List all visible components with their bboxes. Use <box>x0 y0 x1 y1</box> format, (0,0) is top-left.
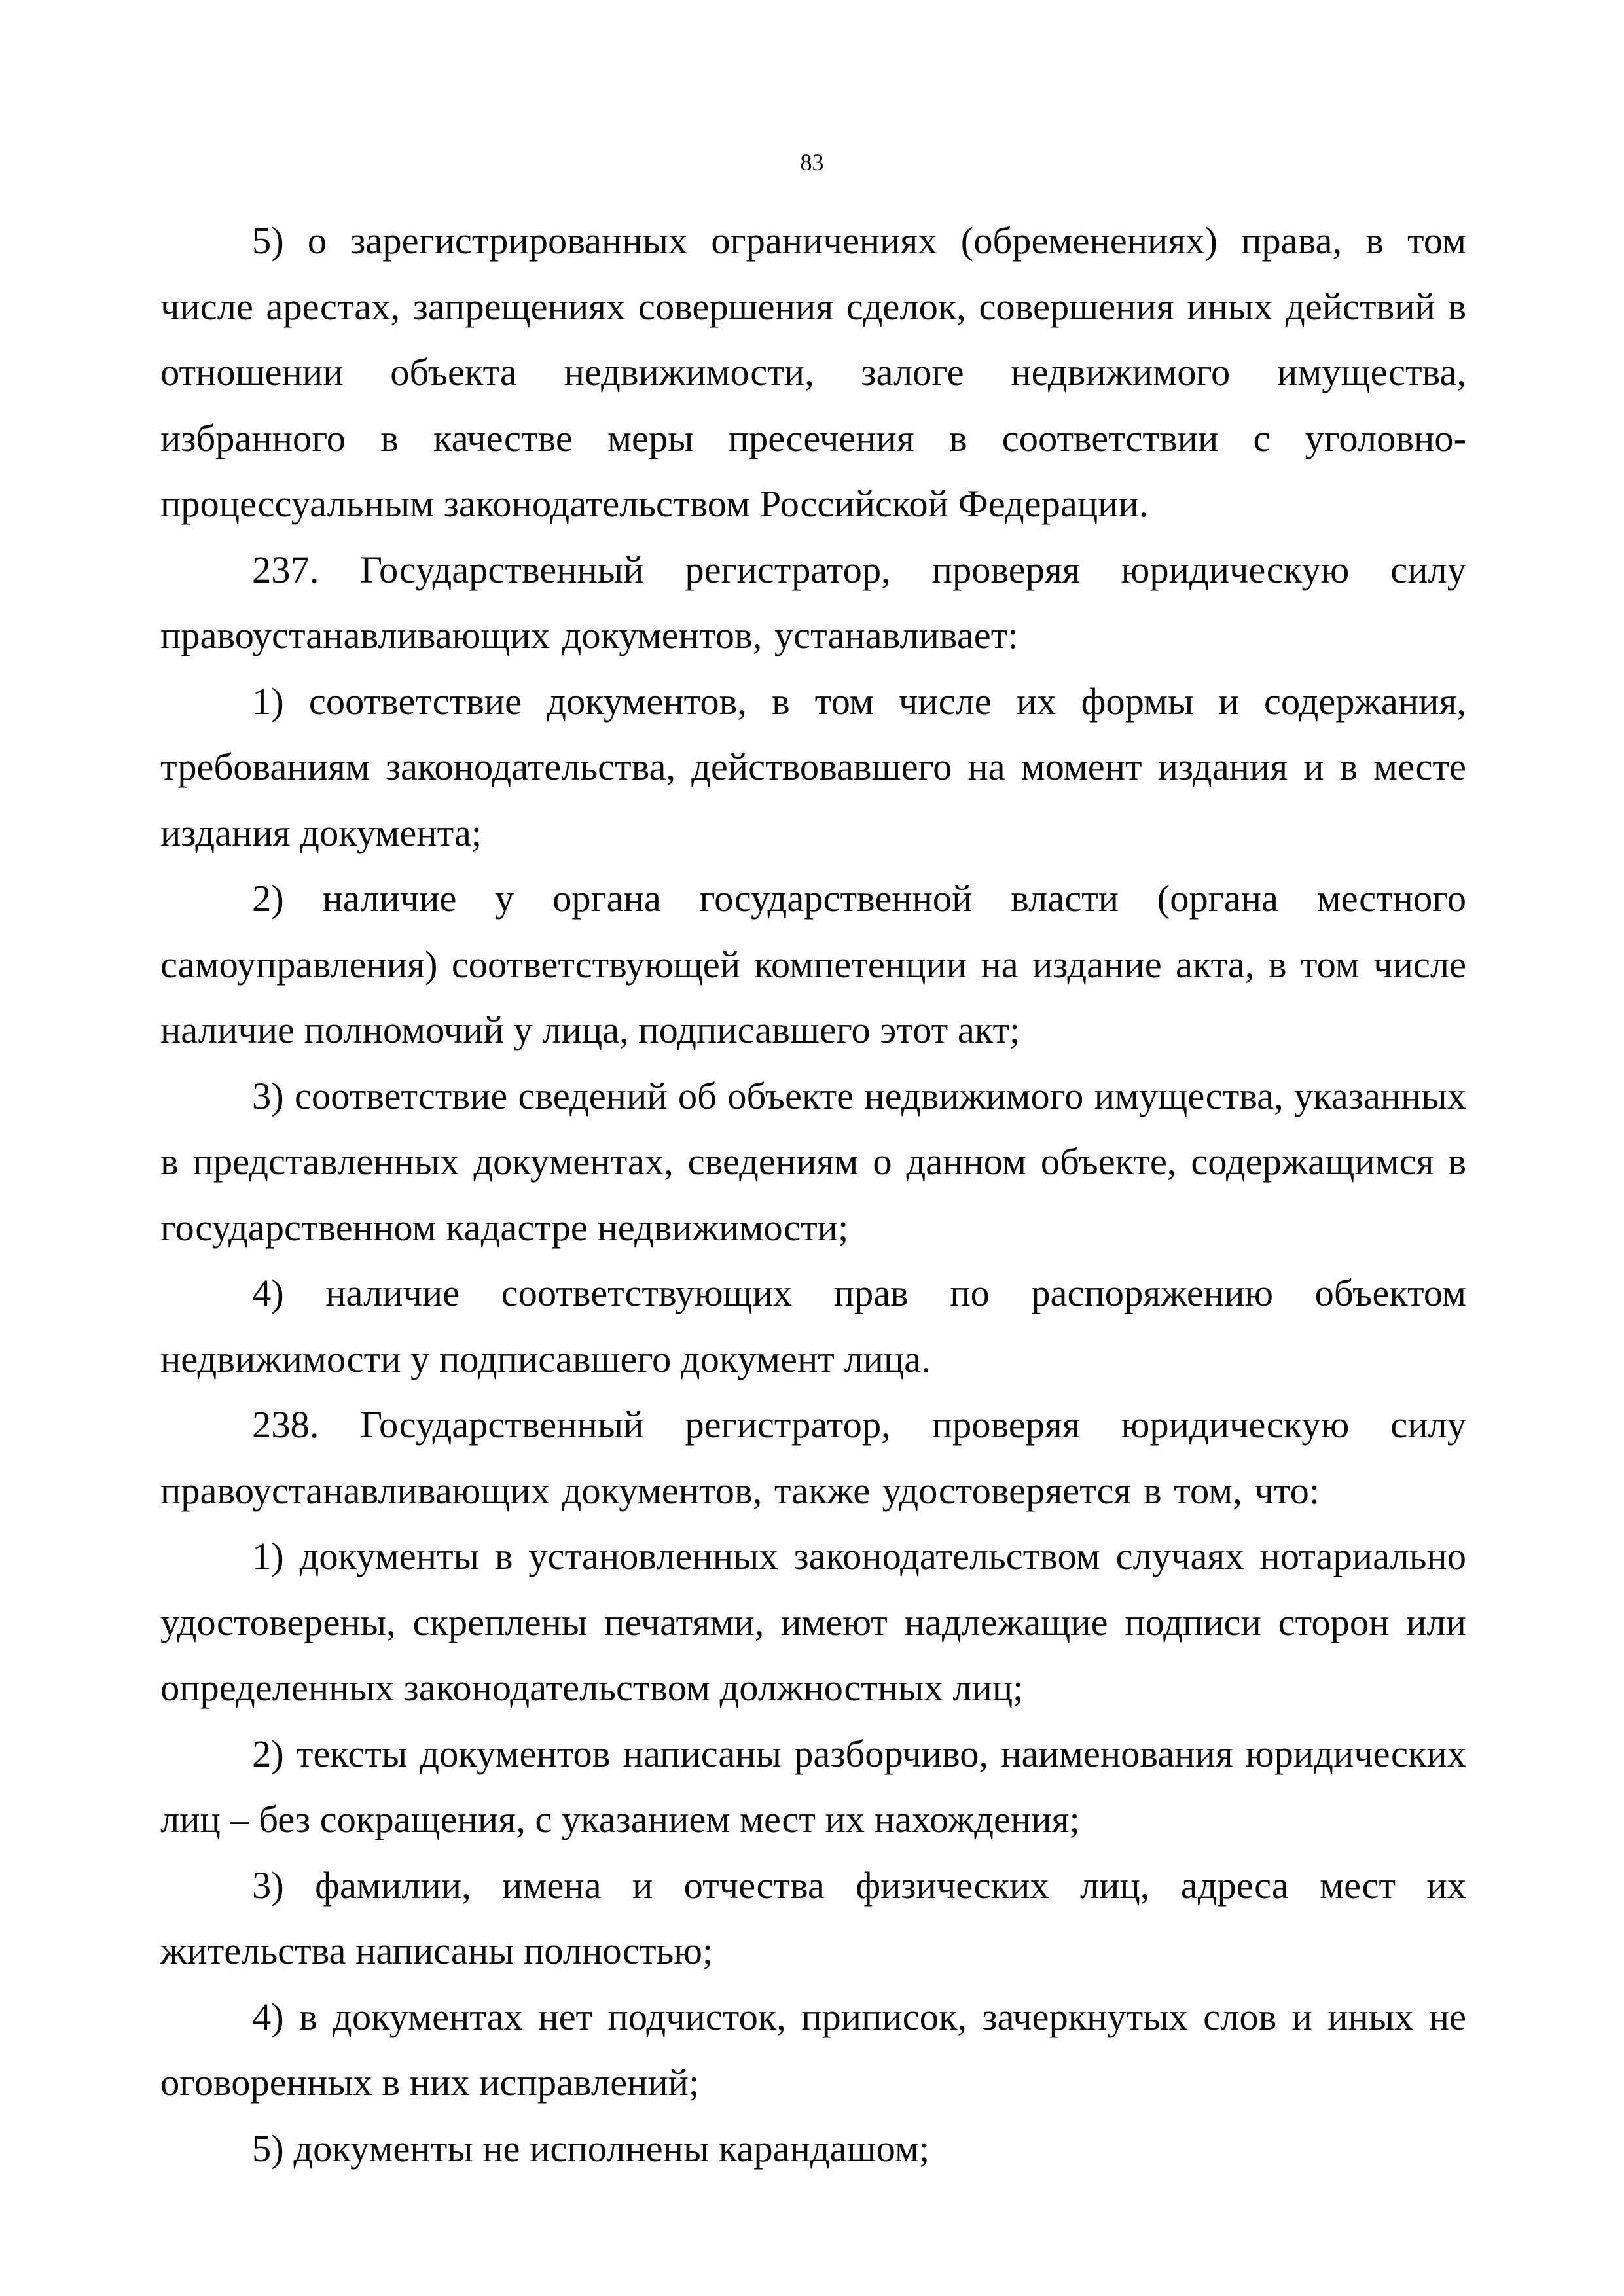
document-body <box>160 208 1466 2181</box>
paragraph-238-item-5: 5) документы не исполнены карандашом; <box>252 2126 930 2170</box>
paragraph-238-item-4: 4) в документах нет подчисток, приписок, зачеркнутых слов и иных не оговоренных в них исправлений; <box>160 1995 1466 2104</box>
paragraph-238-item-1: 1) документы в установленных законодательством случаях нотариально удостоверены, скреплены печатями, имеют надлежащие подписи сторон или определенных законодательством должностных лиц; <box>160 1535 1466 1709</box>
paragraph-238-item-2: 2) тексты документов написаны разборчиво, наименования юридических лиц – без сокращения, с указанием мест их нахождения; <box>160 1732 1466 1840</box>
paragraph-237-item-2: 2) наличие у органа государственной власти (органа местного самоуправления) соответствующей компетенции на издание акта, в том числе наличие полномочий у лица, подписавшего этот акт; <box>160 877 1466 1051</box>
paragraph-237-item-3: 3) соответствие сведений об объекте недвижимого имущества, указанных в представленных документах, сведениям о данном объекте, содержащимся в государственном кадастре недвижимости; <box>160 1074 1466 1249</box>
paragraph-section-238: 238. Государственный регистратор, проверяя юридическую силу правоустанавливающих документов, также удостоверяется в том, что: <box>160 1403 1466 1512</box>
paragraph-237-item-4: 4) наличие соответствующих прав по распоряжению объектом недвижимости у подписавшего документ лица. <box>160 1272 1466 1380</box>
paragraph-238-item-3: 3) фамилии, имена и отчества физических лиц, адреса мест их жительства написаны полностью; <box>160 1863 1466 1972</box>
paragraph-item-5: 5) о зарегистрированных ограничениях (обременениях) права, в том числе арестах, запрещениях совершения сделок, совершения иных действий в отношении объекта недвижимости, залоге недвижимого имущества, избранного в качестве меры пресечения в соответствии с уголовно-процессуальным законодательством Российской Федерации. <box>160 219 1466 525</box>
paragraph-237-item-1: 1) соответствие документов, в том числе их формы и содержания, требованиям законодательства, действовавшего на момент издания и в месте издания документа; <box>160 679 1466 854</box>
paragraph-section-237: 237. Государственный регистратор, проверяя юридическую силу правоустанавливающих документов, устанавливает: <box>160 548 1466 656</box>
page-number: 83 <box>800 149 824 175</box>
